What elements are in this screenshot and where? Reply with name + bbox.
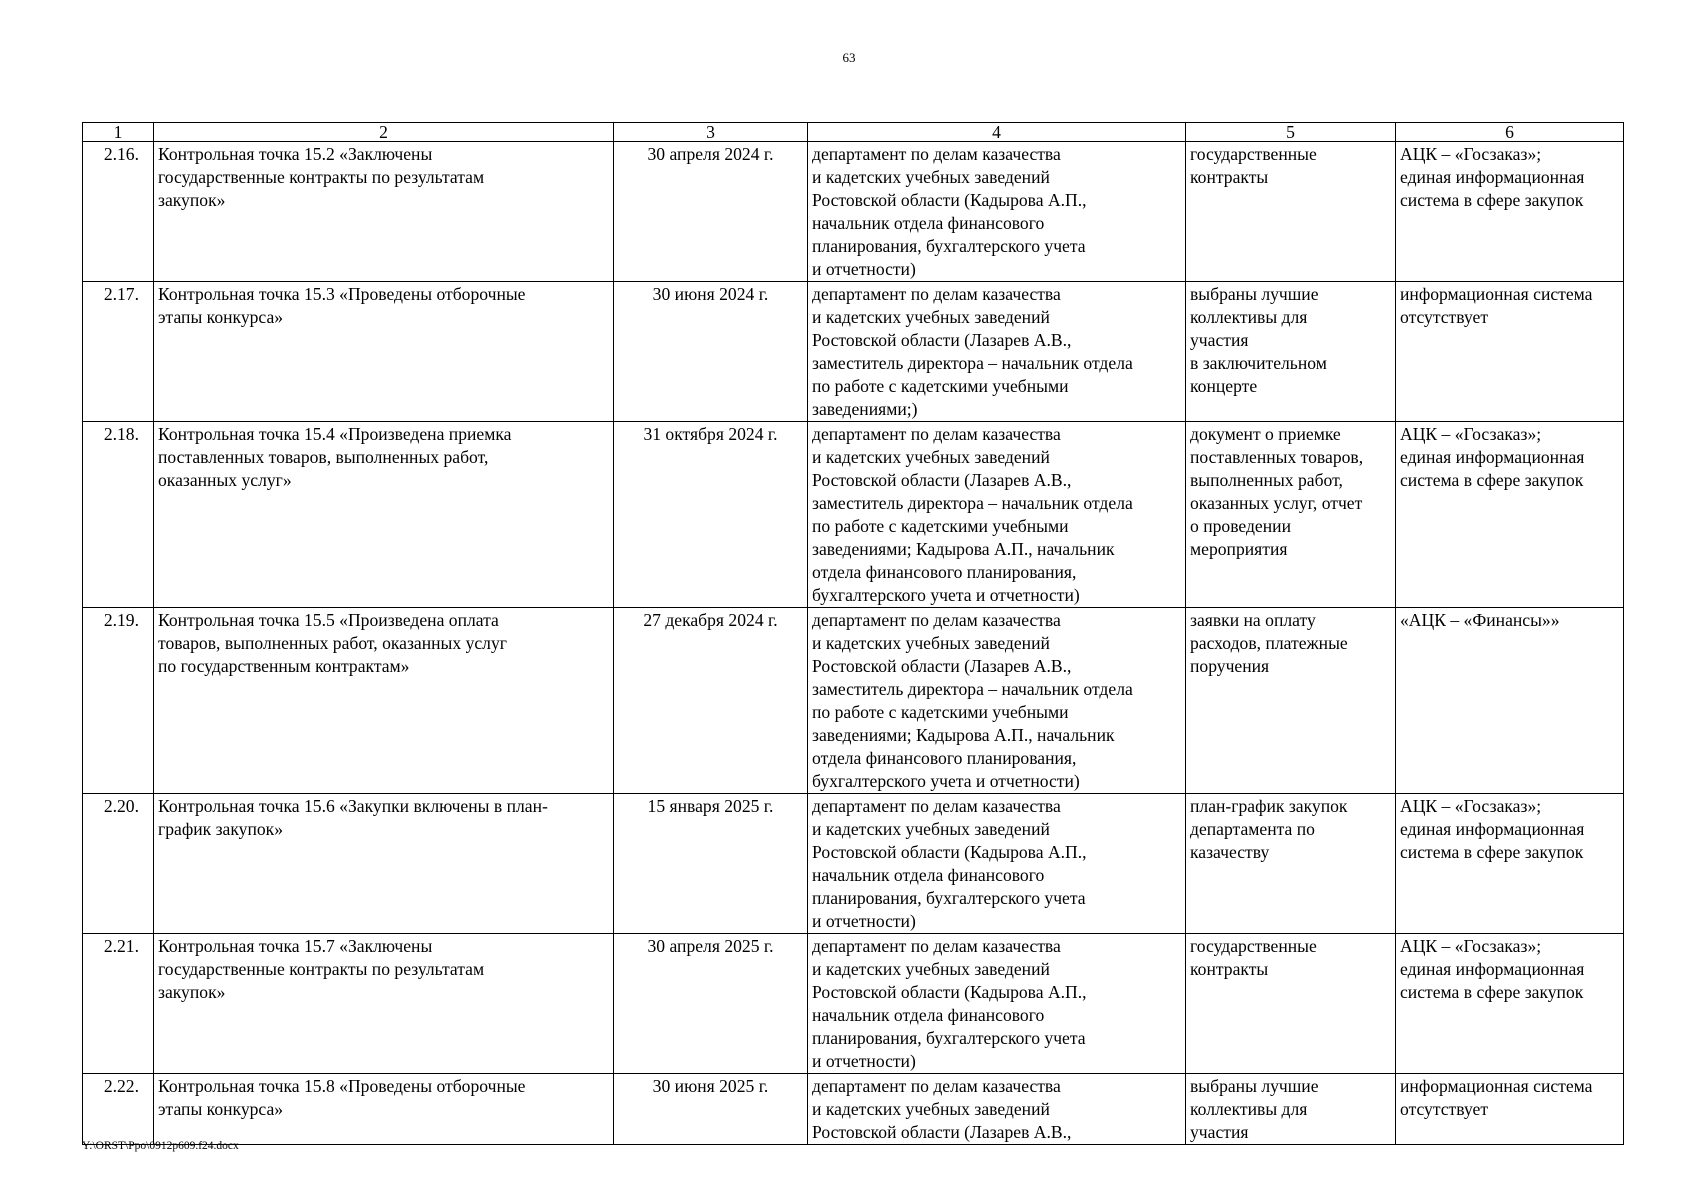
event-name: Контрольная точка 15.2 «Заключены государственные контракты по результатам закупок»	[154, 142, 614, 282]
responsible-executor: департамент по делам казачества и кадетских учебных заведений Ростовской области (Лазарев А.В.,	[808, 1074, 1186, 1145]
information-system: АЦК – «Госзаказ»; единая информационная система в сфере закупок	[1396, 142, 1624, 282]
result-document: государственные контракты	[1186, 934, 1396, 1074]
deadline-date: 30 апреля 2024 г.	[614, 142, 808, 282]
event-name: Контрольная точка 15.7 «Заключены государственные контракты по результатам закупок»	[154, 934, 614, 1074]
responsible-executor: департамент по делам казачества и кадетских учебных заведений Ростовской области (Кадырова А.П., начальник отдела финансового планирования, бухгалтерского учета и отчетности)	[808, 794, 1186, 934]
responsible-executor: департамент по делам казачества и кадетских учебных заведений Ростовской области (Лазарев А.В., заместитель директора – начальник отдела по работе с кадетскими учебными заведениями; Кадырова А.П., начальник отдела финансового планирования, бухгалтерского учета и отчетности)	[808, 422, 1186, 608]
row-number: 2.19.	[83, 608, 154, 794]
row-number: 2.21.	[83, 934, 154, 1074]
column-header: 2	[154, 123, 614, 142]
event-name: Контрольная точка 15.4 «Произведена приемка поставленных товаров, выполненных работ, оказанных услуг»	[154, 422, 614, 608]
result-document: выбраны лучшие коллективы для участия в заключительном концерте	[1186, 282, 1396, 422]
plan-table	[82, 122, 1624, 1145]
table-row	[83, 282, 1624, 422]
table-row	[83, 794, 1624, 934]
information-system: информационная система отсутствует	[1396, 282, 1624, 422]
result-document: выбраны лучшие коллективы для участия	[1186, 1074, 1396, 1145]
deadline-date: 30 июня 2025 г.	[614, 1074, 808, 1145]
row-number: 2.20.	[83, 794, 154, 934]
table-row	[83, 422, 1624, 608]
table-row	[83, 934, 1624, 1074]
row-number: 2.17.	[83, 282, 154, 422]
column-header: 3	[614, 123, 808, 142]
column-header: 1	[83, 123, 154, 142]
event-name: Контрольная точка 15.8 «Проведены отборочные этапы конкурса»	[154, 1074, 614, 1145]
responsible-executor: департамент по делам казачества и кадетских учебных заведений Ростовской области (Лазарев А.В., заместитель директора – начальник отдела по работе с кадетскими учебными заведениями;)	[808, 282, 1186, 422]
information-system: АЦК – «Госзаказ»; единая информационная система в сфере закупок	[1396, 934, 1624, 1074]
result-document: документ о приемке поставленных товаров, выполненных работ, оказанных услуг, отчет о проведении мероприятия	[1186, 422, 1396, 608]
information-system: АЦК – «Госзаказ»; единая информационная система в сфере закупок	[1396, 422, 1624, 608]
information-system: информационная система отсутствует	[1396, 1074, 1624, 1145]
row-number: 2.18.	[83, 422, 154, 608]
responsible-executor: департамент по делам казачества и кадетских учебных заведений Ростовской области (Кадырова А.П., начальник отдела финансового планирования, бухгалтерского учета и отчетности)	[808, 934, 1186, 1074]
row-number: 2.22.	[83, 1074, 154, 1145]
result-document: заявки на оплату расходов, платежные поручения	[1186, 608, 1396, 794]
file-path-footer: Y:\ORST\Ppo\0912p609.f24.docx	[82, 1140, 239, 1152]
result-document: государственные контракты	[1186, 142, 1396, 282]
event-name: Контрольная точка 15.3 «Проведены отборочные этапы конкурса»	[154, 282, 614, 422]
table-row	[83, 142, 1624, 282]
information-system: АЦК – «Госзаказ»; единая информационная система в сфере закупок	[1396, 794, 1624, 934]
responsible-executor: департамент по делам казачества и кадетских учебных заведений Ростовской области (Лазарев А.В., заместитель директора – начальник отдела по работе с кадетскими учебными заведениями; Кадырова А.П., начальник отдела финансового планирования, бухгалтерского учета и отчетности)	[808, 608, 1186, 794]
deadline-date: 30 июня 2024 г.	[614, 282, 808, 422]
row-number: 2.16.	[83, 142, 154, 282]
column-header: 5	[1186, 123, 1396, 142]
column-number-header-row	[83, 123, 1624, 142]
deadline-date: 27 декабря 2024 г.	[614, 608, 808, 794]
responsible-executor: департамент по делам казачества и кадетских учебных заведений Ростовской области (Кадырова А.П., начальник отдела финансового планирования, бухгалтерского учета и отчетности)	[808, 142, 1186, 282]
table-row	[83, 608, 1624, 794]
deadline-date: 15 января 2025 г.	[614, 794, 808, 934]
event-name: Контрольная точка 15.5 «Произведена оплата товаров, выполненных работ, оказанных услуг по государственным контрактам»	[154, 608, 614, 794]
column-header: 4	[808, 123, 1186, 142]
deadline-date: 30 апреля 2025 г.	[614, 934, 808, 1074]
deadline-date: 31 октября 2024 г.	[614, 422, 808, 608]
information-system: «АЦК – «Финансы»»	[1396, 608, 1624, 794]
event-name: Контрольная точка 15.6 «Закупки включены в план- график закупок»	[154, 794, 614, 934]
table-row	[83, 1074, 1624, 1145]
page-number: 63	[842, 50, 856, 65]
result-document: план-график закупок департамента по казачеству	[1186, 794, 1396, 934]
column-header: 6	[1396, 123, 1624, 142]
